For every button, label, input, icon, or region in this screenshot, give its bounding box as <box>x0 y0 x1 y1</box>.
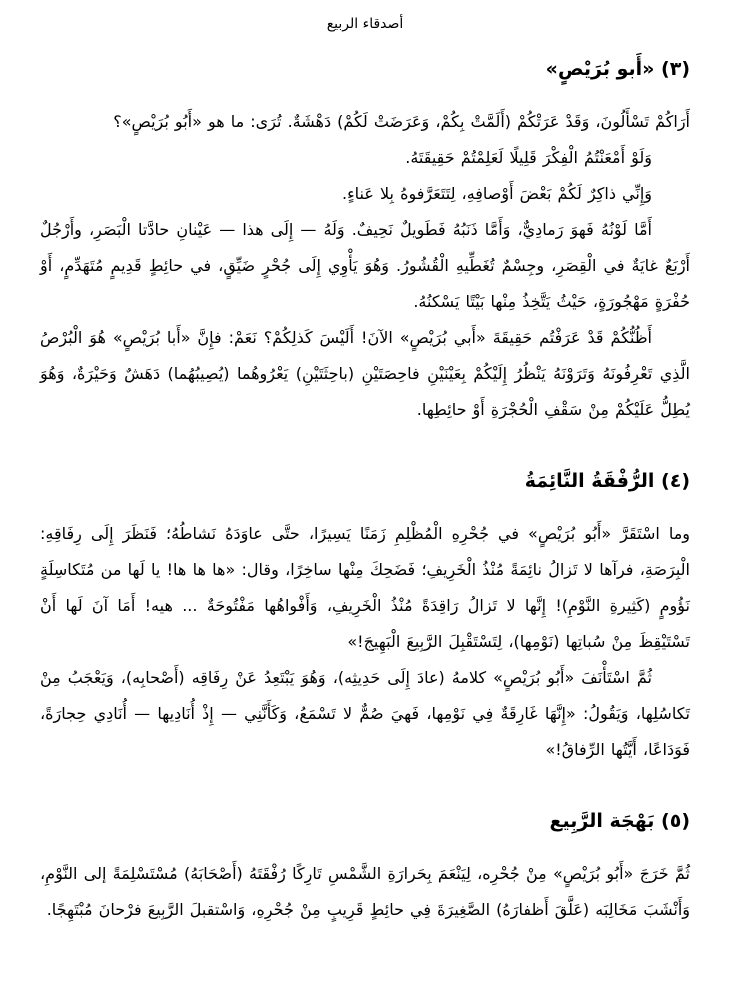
paragraph: ثُمَّ اسْتَأْنَفَ «أَبُو بُرَيْصٍ» كلامهُ (عادَ إِلَى حَدِيثِه)، وَهُوَ يَبْتَعِدُ عَنْ رِفَاقِه (أَصْحابِه)، وَيَعْجَبُ مِنْ تَكاسُلِها، وَيَقُولُ: «إِنَّهَا غَارِقَةٌ فِي نَوْمِها، فَهيَ صُمٌّ لا تَسْمَعُ، وَكَأَنَّنِي — إِذْ أُنَادِيها — أُنَادِي حِجارَةً، فَوَدَاعًا، أَيَّتُها الرِّفاقُ!» <box>40 668 690 759</box>
paragraph: ثُمَّ خَرَجَ «أَبُو بُرَيْصٍ» مِنْ جُحْرِه، لِيَنْعَمَ بِحَرارَةِ الشَّمْسِ تَارِكًا رُفْقَتَهُ (أَصْحَابَهُ) مُسْتَسْلِمَةً إلى النَّوْمِ، وَأَنْشَبَ مَخَالِبَه (عَلَّقَ أَظفارَهُ) الصَّغِيرَةَ فِي حائِطٍ قَرِيبٍ مِنْ جُحْرِهِ، وَاسْتقبلَ الرَّبِيعَ فرْحانَ مُبْتَهِجًا. <box>40 864 690 919</box>
paragraph: أَمَّا لَوْنُهُ فَهوَ رَمادِيٌّ، وَأَمَّا ذَنَبُهُ فَطَويلٌ نَحِيفٌ. وَلَهُ — إِلَى هذا — عَيْنانِ حادَّتا الْبَصَرِ، وأَرْجُلٌ أَرْبَعٌ غايَةٌ في الْقِصَرِ، وجِسْمٌ تُغَطِّيهِ الْقُشُورُ. وَهُوَ يَأْوِي إِلَى جُحْرٍ ضَيِّقٍ، في حائِطٍ قَدِيمٍ مُتَهَدِّمٍ، أَوْ حُفْرَةٍ مَهْجُورَةٍ، حَيْثُ يَتَّخِذُ مِنْها بَيْتًا يَسْكنُهُ. <box>40 220 690 311</box>
section-3-heading: (٣) «أَبو بُرَيْصٍ» <box>545 58 690 80</box>
paragraph: أَرَاكُمْ تَسْأَلُونَ، وَقَدْ عَرَتْكُمْ (أَلَمَّتْ بِكُمْ، وَعَرَضَتْ لَكُمْ) دَهْشَةٌ. تُرَى: ما هو «أَبُو بُرَيْصٍ»؟ <box>113 112 690 131</box>
paragraph: أَظُنُّكُمْ قَدْ عَرَفْتُم حَقِيقَةَ «أَبي بُرَيْصٍ» الآنَ! أَلَيْسَ كَذلِكُمْ؟ نَعَمْ: فإِنَّ «أَبا بُرَيْصٍ» هُوَ الْبُرْصُ الَّذِي تَعْرِفُونَهُ وَتَرَوْنَهُ يَنْظُرُ إِلَيْكُمْ بِعَيْنَيْنِ فاحِصَتَيْنِ (باحِثَتَيْنِ) يَعْرُوهُما (يُصِيبُهُما) دَهَشٌ وَحَيْرَةٌ، وَهُوَ يُطِلُّ عَلَيْكُمْ مِنْ سَقْفِ الْحُجْرَةِ أَوْ حائِطِها. <box>40 328 690 419</box>
section-4 <box>40 468 690 768</box>
section-4-heading: (٤) الرُّفْقَةُ النَّائِمَةُ <box>524 470 690 492</box>
paragraph: وَلَوْ أَمْعَنْتُمُ الْفِكْرَ قَلِيلًا لَعَلِمْتُمْ حَقِيقَتَهُ. <box>405 148 652 167</box>
section-5-heading: (٥) بَهْجَة الرَّبِيع <box>549 810 690 832</box>
running-header: أصدقاء الربيع <box>326 16 404 32</box>
paragraph: وَإِنِّي ذاكِرٌ لَكُمْ بَعْضَ أَوْصافِهِ، لِتَتَعَرَّفوهُ بِلا عَناءٍ. <box>342 184 652 203</box>
section-3 <box>40 56 690 428</box>
section-5 <box>40 808 690 928</box>
paragraph: وما اسْتَقَرَّ «أَبُو بُرَيْصٍ» في جُحْرِهِ الْمُظْلِمِ زَمَنًا يَسِيرًا، حتَّى عاوَدَهُ نَشاطُهُ؛ فَنَظَرَ إِلَى رِفَاقِهِ: الْبِرَصَةِ، فرآها لا تَزالُ نائِمَةً مُنْذُ الْخَرِيفِ؛ فَضَحِكَ مِنْها ساخِرًا، وقال: «ها ها ها! يا لَها من مُتَكاسِلَةٍ نَؤُومٍ (كَثِيرةِ النَّوْمِ)! إِنَّها لا تَزالُ رَاقِدَةً مُنْذُ الْخَرِيفِ، وَأَفْواهُها مَفْتُوحَةٌ ... هيه! أَمَا آنَ لَها أَنْ تَسْتَيْقِظَ مِنْ سُباتِها (نَوْمِها)، لِتَسْتَقْبِلَ الرَّبِيعَ الْبَهِيجَ!» <box>40 524 690 651</box>
